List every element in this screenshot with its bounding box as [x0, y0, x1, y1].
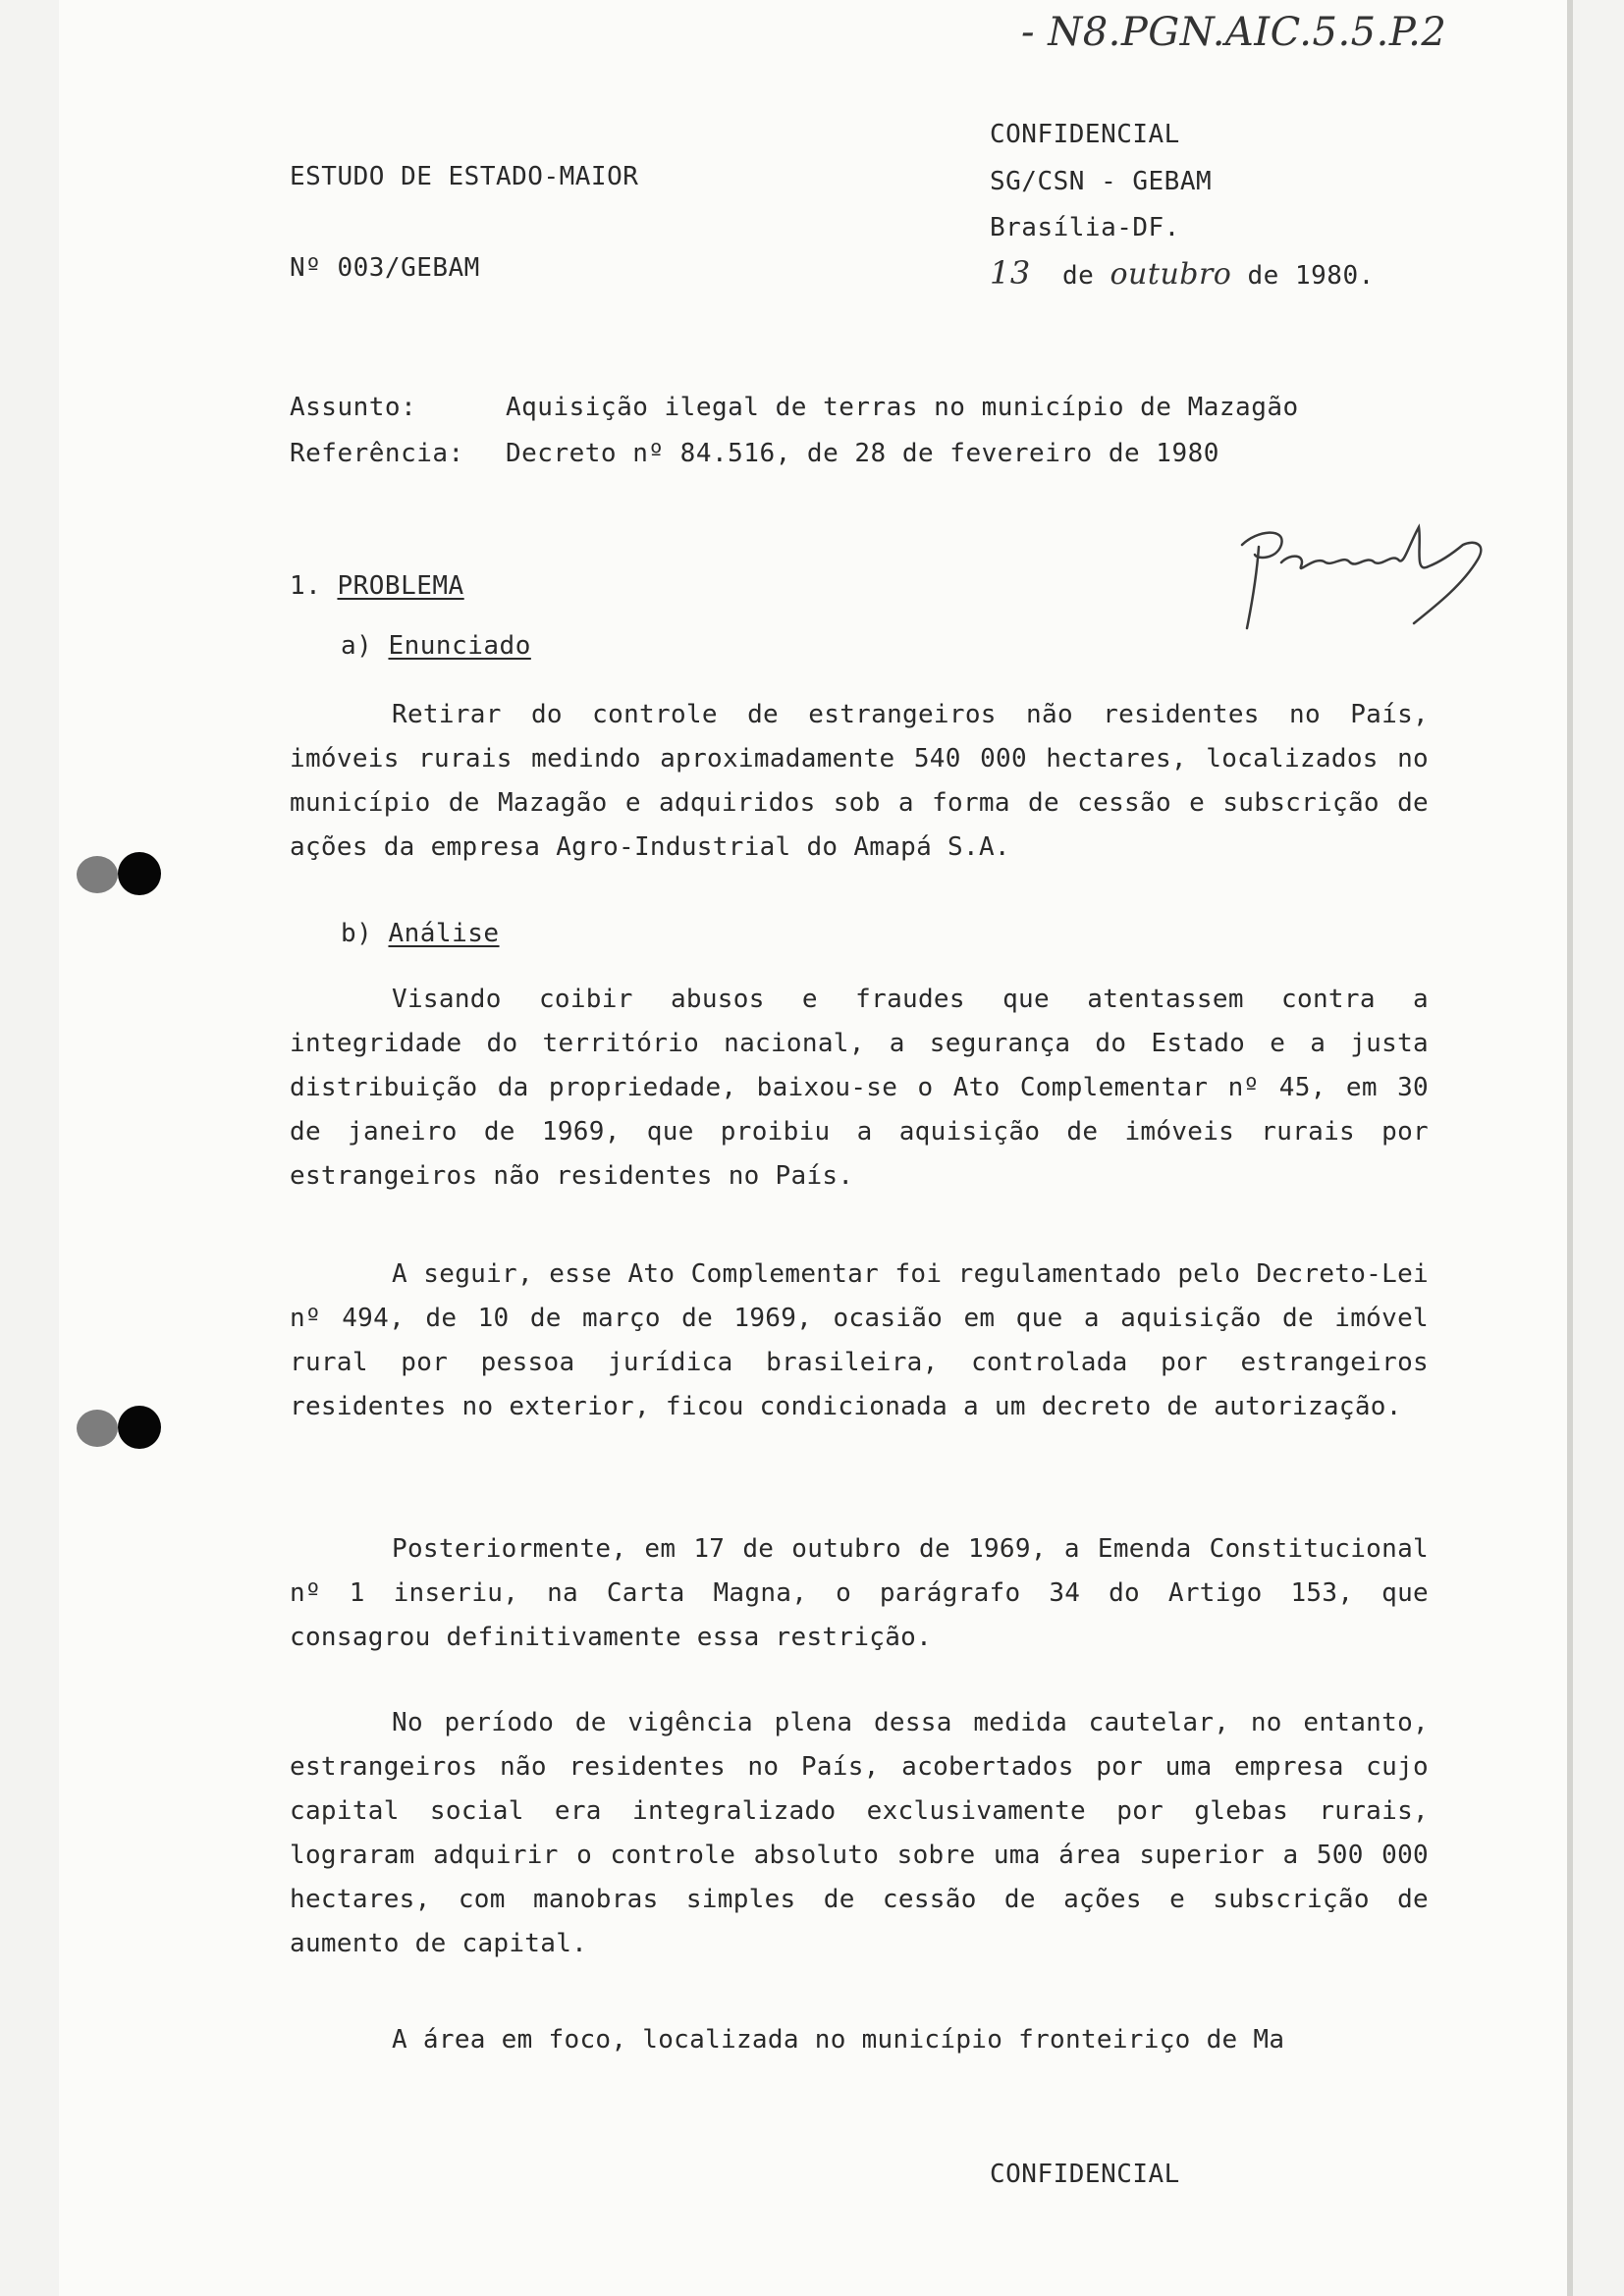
- classification-footer: CONFIDENCIAL: [990, 2160, 1180, 2189]
- subject-label: Assunto:: [290, 393, 417, 422]
- subsection-a-title: Enunciado: [388, 631, 531, 661]
- paragraph-enunciado: [290, 693, 1429, 870]
- paragraph-analise-2: [290, 1253, 1429, 1429]
- subsection-b-heading: [341, 919, 500, 948]
- paragraph-2-text: Visando coibir abusos e fraudes que atentassem contra a integridade do território nacional, a segurança do Estado e a justa distribuição da propriedade, baixou-se o Ato Complementar nº 45, em 30 de janeiro de 1969, que proibiu a aquisição de imóveis rurais por estrangeiros não residentes no País.: [290, 985, 1429, 1191]
- document-number: Nº 003/GEBAM: [290, 253, 480, 283]
- subsection-a-heading: [341, 631, 531, 661]
- paragraph-1-text: Retirar do controle de estrangeiros não residentes no País, imóveis rurais medindo aproximadamente 540 000 hectares, localizados no município de Mazagão e adquiridos sob a forma de cessão e subscrição de ações da empresa Agro-Industrial do Amapá S.A.: [290, 700, 1429, 862]
- document-title: ESTUDO DE ESTADO-MAIOR: [290, 162, 639, 191]
- punch-hole-shadow: [77, 856, 118, 893]
- archive-reference: - N8.PGN.AIC.5.5.P.2: [1021, 10, 1447, 55]
- reference-label: Referência:: [290, 439, 464, 468]
- punch-hole: [118, 1406, 161, 1449]
- reference-text: Decreto nº 84.516, de 28 de fevereiro de 1980: [506, 439, 1219, 468]
- classification-header: CONFIDENCIAL: [990, 120, 1180, 149]
- paragraph-4-text: Posteriormente, em 17 de outubro de 1969, a Emenda Constitucional nº 1 inseriu, na Carta Magna, o parágrafo 34 do Artigo 153, que consagrou definitivamente essa restrição.: [290, 1534, 1429, 1652]
- paragraph-analise-3: [290, 1527, 1429, 1660]
- subject-text: Aquisição ilegal de terras no município de Mazagão: [506, 393, 1299, 422]
- punch-hole-shadow: [77, 1410, 118, 1447]
- paragraph-analise-4: [290, 1701, 1429, 1966]
- organization: SG/CSN - GEBAM: [990, 167, 1213, 196]
- date-sep1: de: [1062, 261, 1095, 291]
- date-year: de 1980.: [1247, 261, 1375, 291]
- paragraph-3-text: A seguir, esse Ato Complementar foi regulamentado pelo Decreto-Lei nº 494, de 10 de março de 1969, ocasião em que a aquisição de imóvel rural por pessoa jurídica brasileira, controlada por estrangeiros residentes no exterior, ficou condicionada a um decreto de autorização.: [290, 1259, 1429, 1421]
- section-title: PROBLEMA: [337, 571, 464, 601]
- place: Brasília-DF.: [990, 213, 1180, 242]
- subsection-b-title: Análise: [388, 919, 500, 948]
- subsection-b-prefix: b): [341, 919, 373, 948]
- date-month: outubro: [1110, 257, 1232, 292]
- date-line: [990, 254, 1375, 292]
- page-edge: [1567, 0, 1573, 2296]
- paragraph-5-text: No período de vigência plena dessa medida cautelar, no entanto, estrangeiros não residentes no País, acobertados por uma empresa cujo capital social era integralizado exclusivamente por glebas rurais, lograram adquirir o controle absoluto sobre uma área superior a 500 000 hectares, com manobras simples de cessão de ações e subscrição de aumento de capital.: [290, 1708, 1429, 1958]
- signature: [1227, 506, 1502, 643]
- paragraph-6-text: A área em foco, localizada no município fronteiriço de Ma: [392, 2025, 1285, 2055]
- punch-hole: [118, 852, 161, 895]
- paragraph-analise-1: [290, 978, 1429, 1199]
- paragraph-analise-5: [290, 2018, 1429, 2062]
- section-heading: [290, 571, 464, 601]
- subsection-a-prefix: a): [341, 631, 373, 661]
- section-number: 1.: [290, 571, 322, 601]
- date-day: 13: [990, 254, 1031, 292]
